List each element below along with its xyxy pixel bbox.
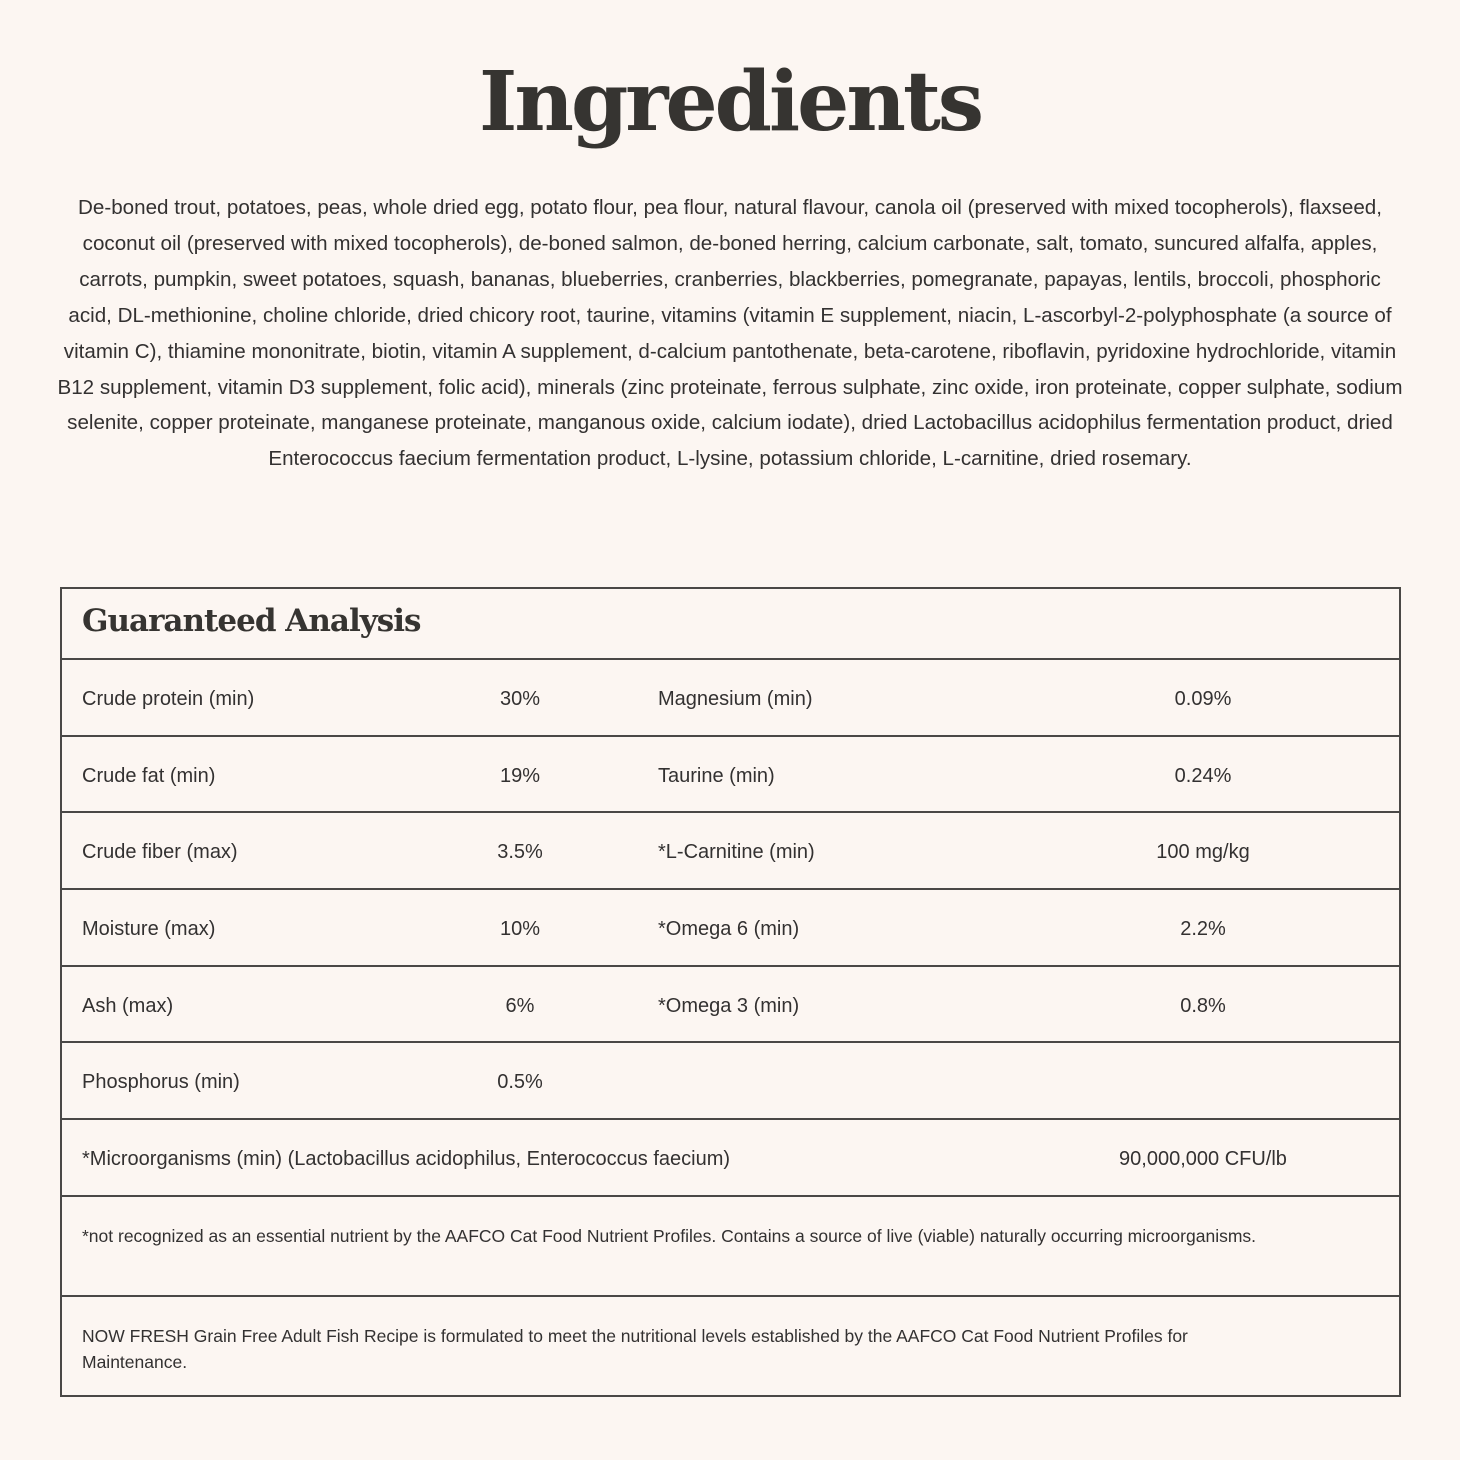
nutrient-value: 0.5%: [497, 1071, 543, 1094]
table-row: [62, 890, 1399, 967]
nutrient-label: *Omega 6 (min): [658, 918, 800, 941]
table-row: [62, 1043, 1399, 1120]
nutrient-label: Crude fat (min): [82, 764, 216, 787]
nutrient-value: 0.24%: [1174, 764, 1232, 787]
nutrient-label: *Omega 3 (min): [658, 994, 800, 1017]
nutrient-label: Phosphorus (min): [82, 1071, 240, 1094]
aafco-statement-text: NOW FRESH Grain Free Adult Fish Recipe is formulated to meet the nutritional levels established by the AAFCO Cat Food Nutrient Profiles for Maintenance.: [82, 1325, 1188, 1372]
nutrient-label: Ash (max): [82, 994, 174, 1017]
nutrient-value: 19%: [499, 764, 541, 787]
nutrient-value: 30%: [499, 688, 541, 710]
table-row: [62, 737, 1399, 814]
footnote-text: *not recognized as an essential nutrient by the AAFCO Cat Food Nutrient Profiles. Contains a source of live (viable) naturally occurring microorganisms.: [82, 1225, 1257, 1246]
analysis-header: [62, 589, 1399, 660]
analysis-title: Guaranteed Analysis: [82, 603, 421, 639]
nutrient-value: 10%: [499, 918, 541, 941]
nutrient-label: Taurine (min): [658, 764, 775, 787]
nutrient-value: 0.09%: [1174, 688, 1232, 710]
aafco-statement-row: [62, 1297, 1399, 1395]
ingredients-list: De-boned trout, potatoes, peas, whole dried egg, potato flour, pea flour, natural flavour, canola oil (preserved with mixed tocopherols), flaxseed, coconut oil (preserved with mixed tocopherols), de-boned salmon, de-boned herring, calcium carbonate, salt, tomato, suncured alfalfa, apples, carrots, pumpkin, sweet potatoes, squash, bananas, blueberries, cranberries, blackberries, pomegranate, papayas, lentils, broccoli, phosphoric acid, DL-methionine, choline chloride, dried chicory root, taurine, vitamins (vitamin E supplement, niacin, L-ascorbyl-2-polyphosphate (a source of vitamin C), thiamine mononitrate, biotin, vitamin A supplement, d-calcium pantothenate, beta-carotene, riboflavin, pyridoxine hydrochloride, vitamin B12 supplement, vitamin D3 supplement, folic acid), minerals (zinc proteinate, ferrous sulphate, zinc oxide, iron proteinate, copper sulphate, sodium selenite, copper proteinate, manganese proteinate, manganous oxide, calcium iodate), dried Lactobacillus acidophilus fermentation product, dried Enterococcus faecium fermentation product, L-lysine, potassium chloride, L-carnitine, dried rosemary.: [57, 196, 1403, 471]
nutrient-value: 6%: [505, 994, 535, 1017]
nutrient-label: Magnesium (min): [658, 688, 813, 710]
guaranteed-analysis-table: [60, 587, 1401, 1397]
table-row: [62, 967, 1399, 1044]
nutrient-label: *Microorganisms (min) (Lactobacillus acidophilus, Enterococcus faecium): [82, 1148, 731, 1171]
nutrient-value: 100 mg/kg: [1156, 841, 1250, 864]
table-row: [62, 660, 1399, 737]
nutrient-value: 90,000,000 CFU/lb: [1119, 1148, 1287, 1171]
nutrient-label: Crude fiber (max): [82, 841, 238, 864]
nutrient-label: Crude protein (min): [82, 688, 255, 710]
footnote-row: [62, 1197, 1399, 1297]
nutrient-value: 3.5%: [497, 841, 543, 864]
nutrient-label: *L-Carnitine (min): [658, 841, 815, 864]
table-row: [62, 813, 1399, 890]
nutrient-label: Moisture (max): [82, 918, 216, 941]
nutrient-value: 0.8%: [1180, 994, 1226, 1017]
page-title: Ingredients: [478, 54, 981, 150]
nutrient-value: 2.2%: [1180, 918, 1226, 941]
table-row: [62, 1120, 1399, 1197]
